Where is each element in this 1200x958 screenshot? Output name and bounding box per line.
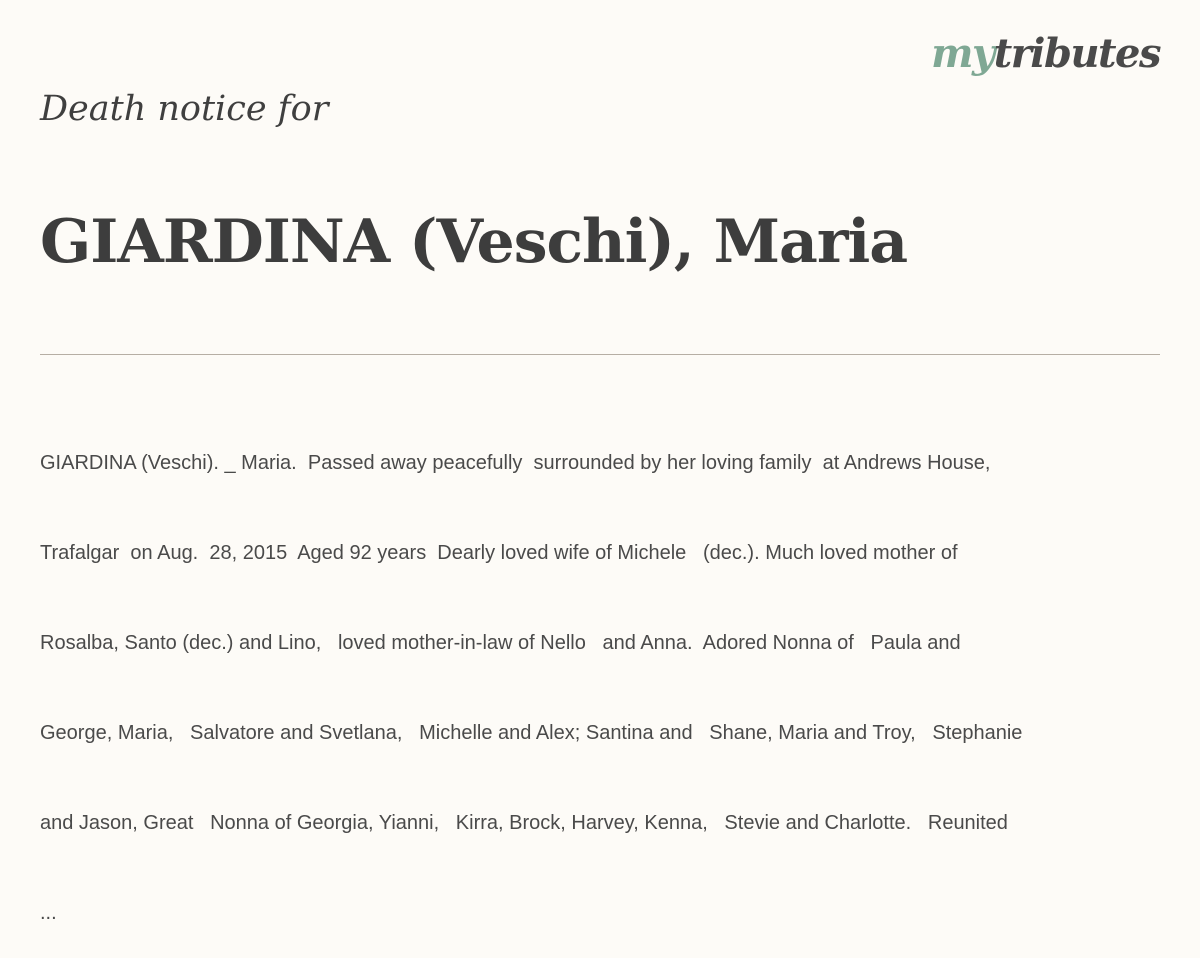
notice-line: Rosalba, Santo (dec.) and Lino, loved mother-in-law of Nello and Anna. Adored Nonna of Paula and <box>40 632 961 654</box>
notice-line: GIARDINA (Veschi). _ Maria. Passed away peacefully surrounded by her loving family at Andrews House, <box>40 452 991 474</box>
mytributes-logo[interactable] <box>931 30 1160 77</box>
logo-part-tributes: tributes <box>993 30 1160 77</box>
notice-ellipsis: ... <box>40 902 57 924</box>
notice-line: George, Maria, Salvatore and Svetlana, Michelle and Alex; Santina and Shane, Maria and Troy, Stephanie <box>40 722 1023 744</box>
logo-part-my: my <box>931 30 994 77</box>
notice-line: and Jason, Great Nonna of Georgia, Yianni, Kirra, Brock, Harvey, Kenna, Stevie and Charlotte. Reunited <box>40 812 1008 834</box>
deceased-name-title: GIARDINA (Veschi), Maria <box>40 207 908 277</box>
death-notice-subtitle: Death notice for <box>40 89 329 129</box>
section-divider <box>40 354 1160 355</box>
notice-line: Trafalgar on Aug. 28, 2015 Aged 92 years Dearly loved wife of Michele (dec.). Much loved mother of <box>40 542 958 564</box>
notice-text <box>40 388 1140 958</box>
